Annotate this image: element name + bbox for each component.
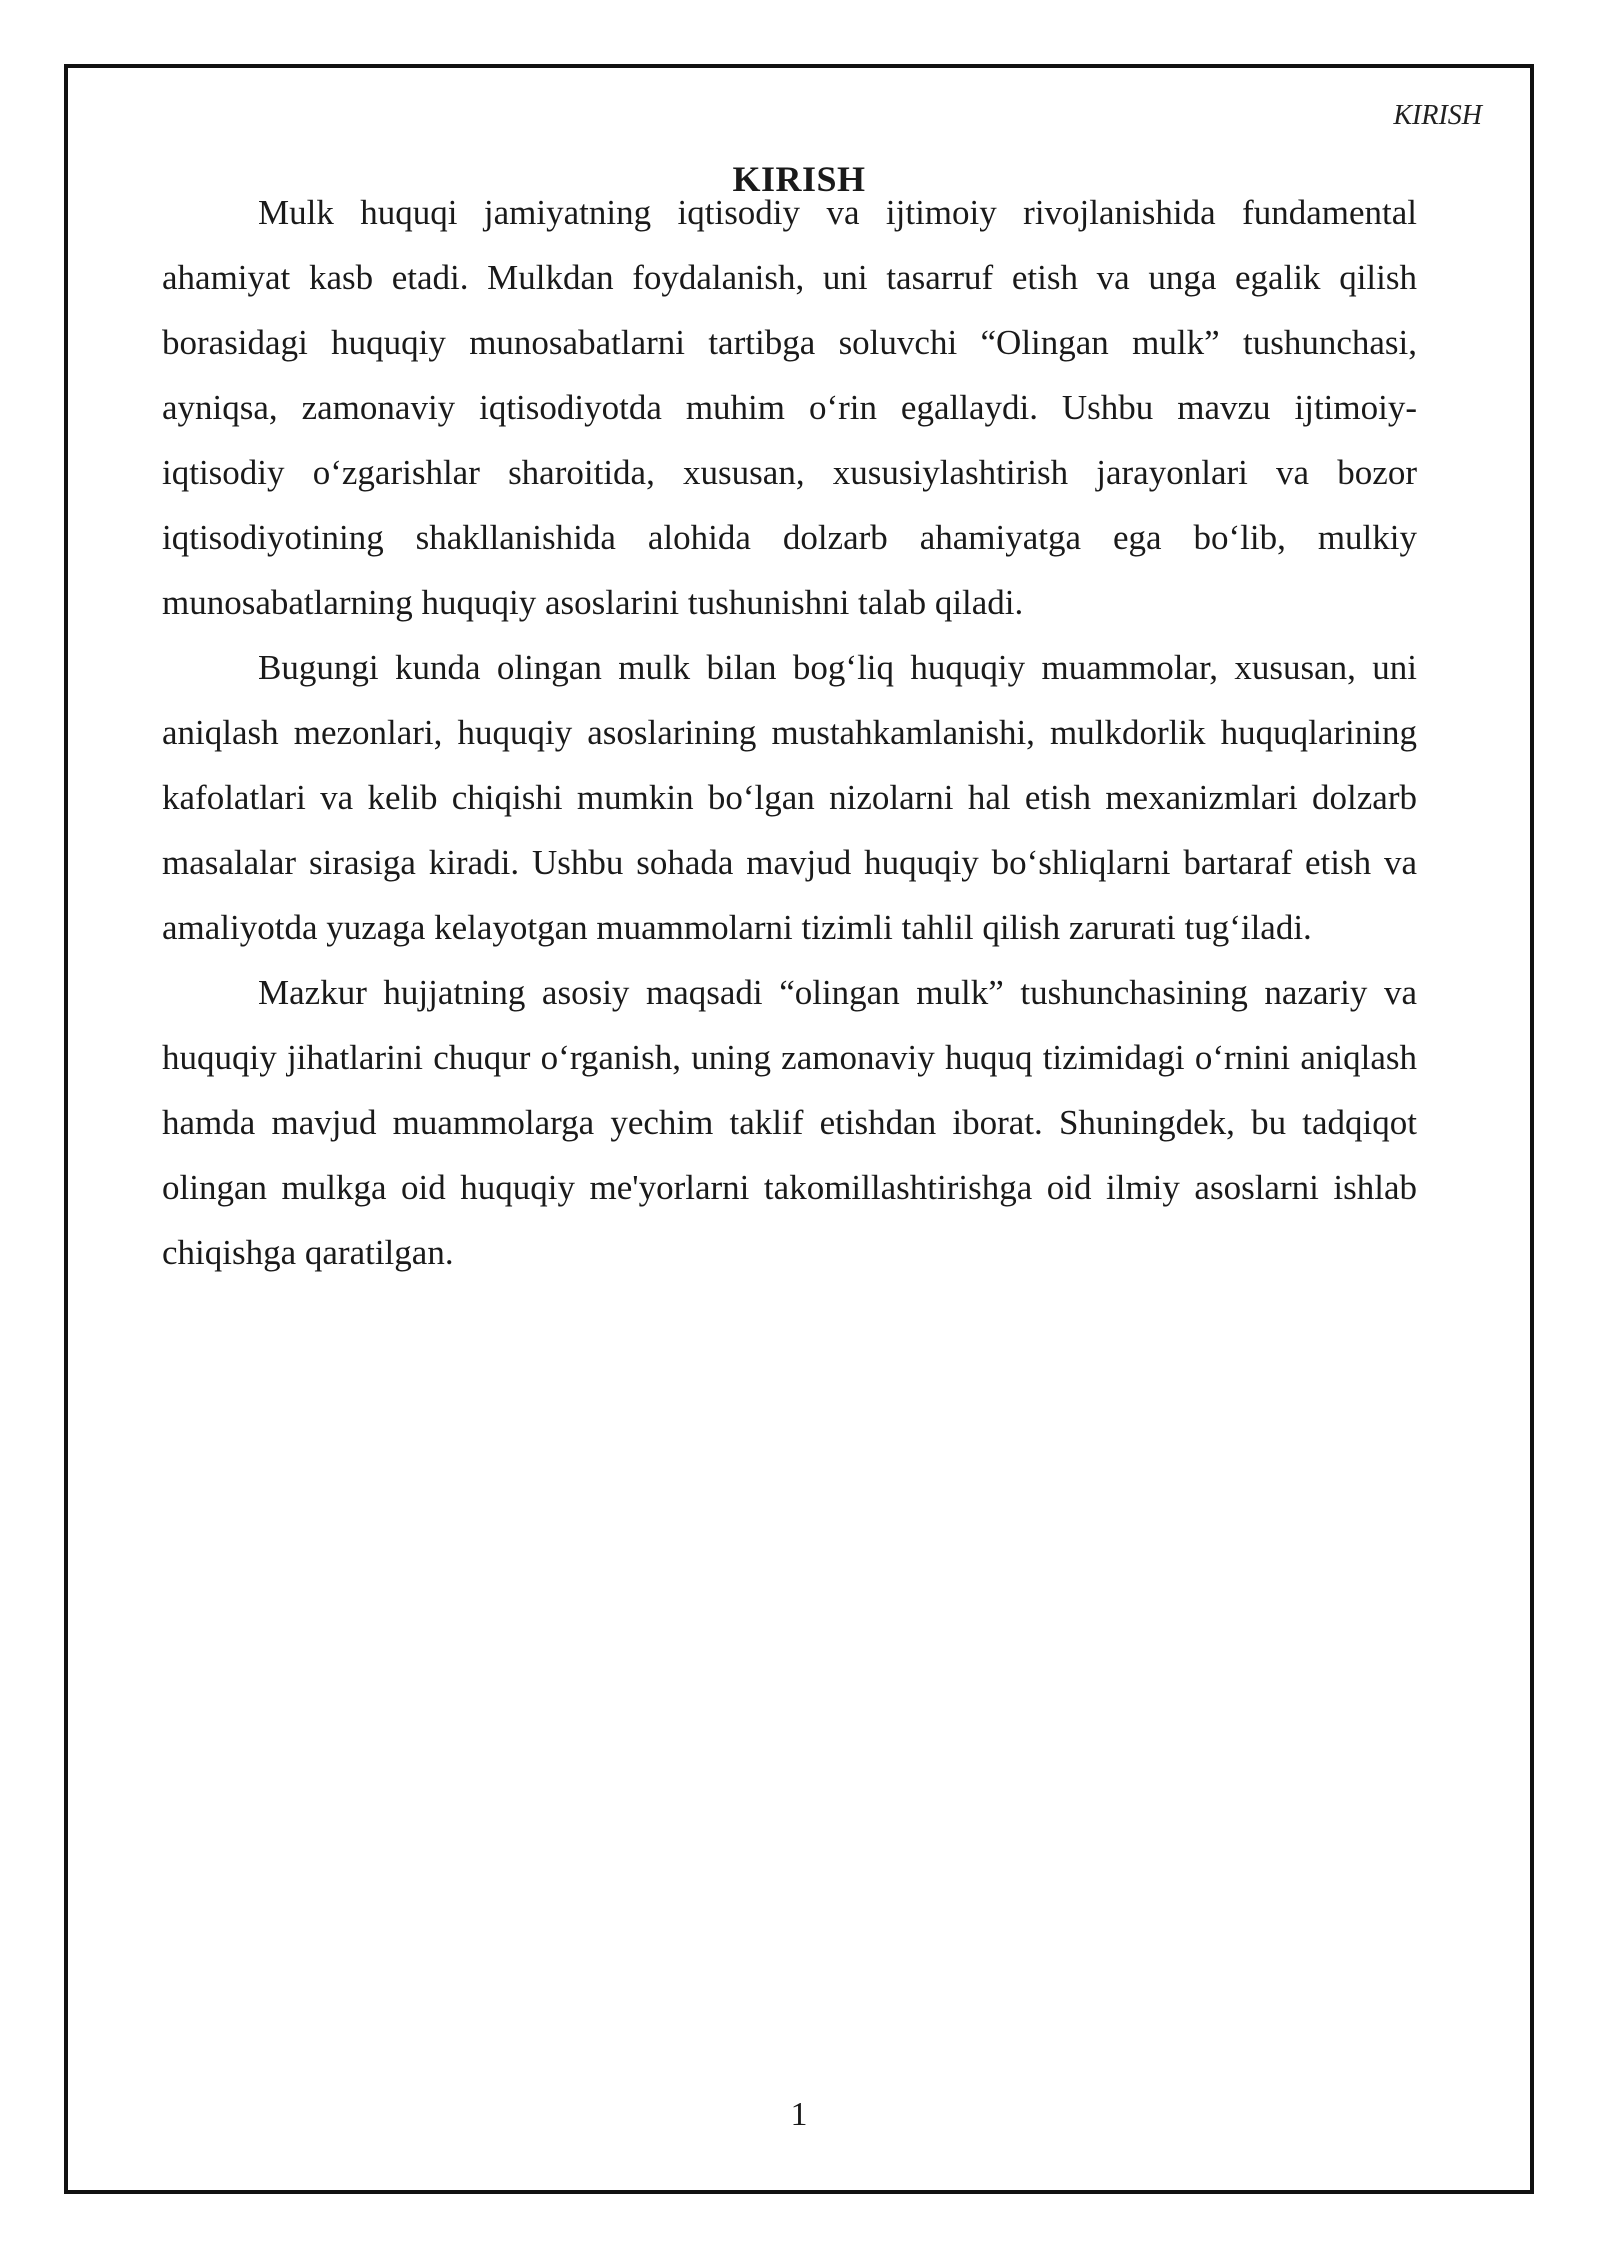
page-number: 1 <box>790 2096 808 2133</box>
document-body <box>162 180 1417 1285</box>
page-title: KIRISH <box>732 159 866 199</box>
paragraph: Mazkur hujjatning asosiy maqsadi “olingan mulk” tushunchasining nazariy va huquqiy jihatlarini chuqur o‘rganish, uning zamonaviy huquq tizimidagi o‘rnini aniqlash hamda mavjud muammolarga yechim taklif etishdan iborat. Shuningdek, bu tadqiqot olingan mulkga oid huquqiy me'yorlarni takomillashtirishga oid ilmiy asoslarni ishlab chiqishga qaratilgan. <box>162 973 1417 1272</box>
paragraph: Mulk huquqi jamiyatning iqtisodiy va ijtimoiy rivojlanishida fundamental ahamiyat kasb etadi. Mulkdan foydalanish, uni tasarruf etish va unga egalik qilish borasidagi huquqiy munosabatlarni tartibga soluvchi “Olingan mulk” tushunchasi, ayniqsa, zamonaviy iqtisodiyotda muhim o‘rin egallaydi. Ushbu mavzu ijtimoiy-iqtisodiy o‘zgarishlar sharoitida, xususan, xususiylashtirish jarayonlari va bozor iqtisodiyotining shakllanishida alohida dolzarb ahamiyatga ega bo‘lib, mulkiy munosabatlarning huquqiy asoslarini tushunishni talab qiladi. <box>162 193 1417 622</box>
paragraph: Bugungi kunda olingan mulk bilan bog‘liq huquqiy muammolar, xususan, uni aniqlash mezonlari, huquqiy asoslarining mustahkamlanishi, mulkdorlik huquqlarining kafolatlari va kelib chiqishi mumkin bo‘lgan nizolarni hal etish mexanizmlari dolzarb masalalar sirasiga kiradi. Ushbu sohada mavjud huquqiy bo‘shliqlarni bartaraf etish va amaliyotda yuzaga kelayotgan muammolarni tizimli tahlil qilish zarurati tug‘iladi. <box>162 648 1417 947</box>
running-header: KIRISH <box>1393 100 1482 131</box>
